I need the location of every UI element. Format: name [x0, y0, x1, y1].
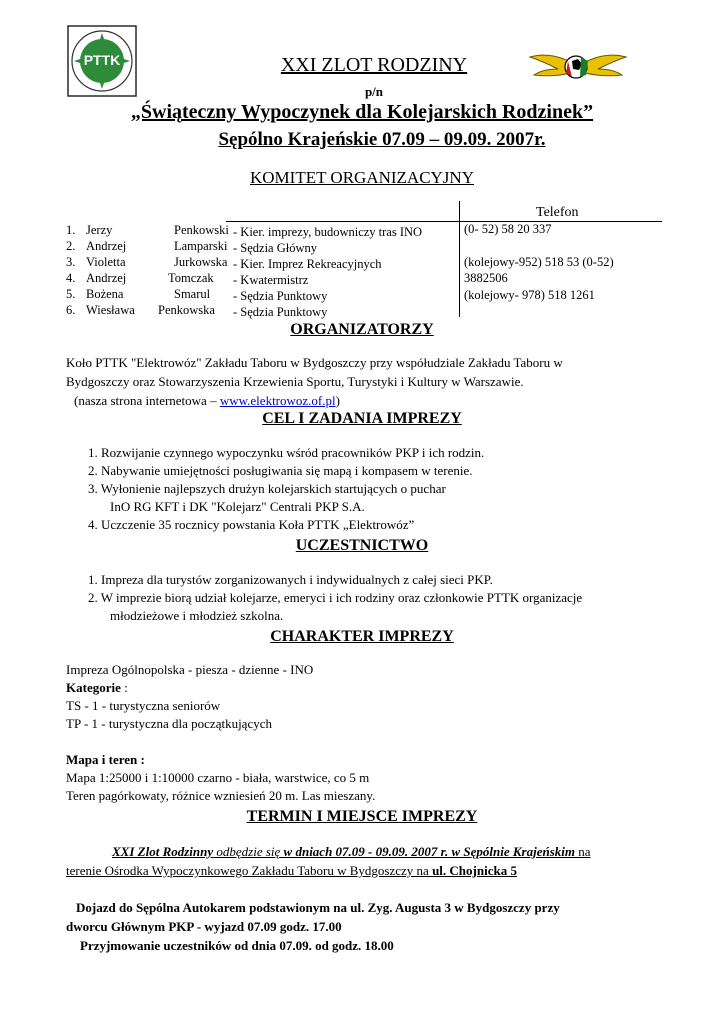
list-item: InO RG KFT i DK "Kolejarz" Centrali PKP S.A. [110, 499, 365, 514]
table-divider-horizontal [226, 221, 662, 222]
list-item: 2. Andrzej Lamparski [66, 239, 228, 253]
list-item: 2. Nabywanie umiejętności posługiwania się mapą i kompasem w terenie. [88, 463, 473, 478]
termin-heading: TERMIN I MIEJSCE IMPREZY [246, 808, 478, 825]
event-title: XXI ZLOT RODZINY [280, 54, 468, 76]
organizatorzy-text: Koło PTTK "Elektrowóz" Zakładu Taboru w Bydgoszczy przy współudziale Zakładu Taboru w Bydgoszczy oraz Stowarzyszenia Krzewienia Sportu, Turystyki i Kultury w Warszawie. (nasza strona internetowa – www.elektrowoz.of.pl) [66, 355, 563, 408]
charakter-text: Impreza Ogólnopolska - piesza - dzienne - INO Kategorie : TS - 1 - turystyczna seniorów TP - 1 - turystyczna dla początkujących Mapa i teren : Mapa 1:25000 i 1:10000 czarno - biała, warstwice, co 5 m Teren pagórkowaty, różnice wzniesień 20 m. Las mieszany. [66, 662, 376, 803]
pttk-logo-text: PTTK [83, 52, 121, 68]
list-item: - Sędzia Główny [233, 241, 318, 255]
list-item: - Sędzia Punktowy [233, 289, 328, 303]
event-subtitle: „Świąteczny Wypoczynek dla Kolejarskich Rodzinek” [130, 101, 594, 123]
list-item: 2. W imprezie biorą udział kolejarze, emeryci i ich rodziny oraz członkowie PTTK organizacje [88, 590, 583, 605]
list-item: 1. Jerzy Penkowski [66, 223, 229, 237]
komitet-heading: KOMITET ORGANIZACYJNY [250, 168, 474, 187]
list-item: młodzieżowe i młodzież szkolna. [110, 608, 284, 623]
list-item: 3882506 [464, 271, 508, 285]
uczestnictwo-heading: UCZESTNICTWO [295, 537, 429, 554]
list-item: 3. Violetta Jurkowska [66, 255, 228, 269]
list-item: 3. Wyłonienie najlepszych drużyn kolejarskich startujących o puchar [88, 481, 446, 496]
list-item: - Kier. imprezy, budowniczy tras INO [233, 225, 423, 239]
list-item: - Kwatermistrz [233, 273, 309, 287]
pn-label: p/n [364, 84, 384, 99]
list-item: 5. Bożena Smarul [66, 287, 211, 301]
event-dates: Sępólno Krajeńskie 07.09 – 09.09. 2007r. [218, 129, 546, 150]
list-item: 4. Andrzej Tomczak [66, 271, 214, 285]
termin-text: XXI Zlot Rodzinny odbędzie się w dniach 07.09 - 09.09. 2007 r. w Sępólnie Krajeńskim na terenie Ośrodka Wypoczynkowego Zakładu Taboru w Bydgoszczy na ul. Chojnicka 5 [66, 844, 591, 878]
list-item: 1. Rozwijanie czynnego wypoczynku wśród pracowników PKP i ich rodzin. [88, 445, 485, 460]
list-item: - Sędzia Punktowy [233, 305, 328, 319]
phone-column-header: Telefon [536, 205, 579, 220]
list-item: (0- 52) 58 20 337 [464, 222, 552, 236]
dojazd-text: Dojazd do Sępólna Autokarem podstawionym na ul. Zyg. Augusta 3 w Bydgoszczy przy dworcu Głównym PKP - wyjazd 07.09 godz. 17.00 Przyjmowanie uczestników od dnia 07.09. od godz. 18.00 [66, 900, 560, 953]
cel-heading: CEL I ZADANIA IMPREZY [262, 410, 462, 427]
list-item: 4. Uczczenie 35 rocznicy powstania Koła PTTK „Elektrowóz” [88, 517, 415, 532]
list-item: (kolejowy- 978) 518 1261 [464, 288, 595, 302]
table-divider-vertical [459, 201, 460, 317]
list-item: 1. Impreza dla turystów zorganizowanych i indywidualnych z całej sieci PKP. [88, 572, 493, 587]
organizatorzy-heading: ORGANIZATORZY [290, 321, 434, 338]
list-item: - Kier. Imprez Rekreacyjnych [233, 257, 382, 271]
website-link[interactable]: www.elektrowoz.of.pl [219, 393, 336, 408]
list-item: (kolejowy-952) 518 53 (0-52) [464, 255, 614, 269]
list-item: 6. Wiesława Penkowska [66, 303, 215, 317]
charakter-heading: CHARAKTER IMPREZY [270, 628, 454, 645]
